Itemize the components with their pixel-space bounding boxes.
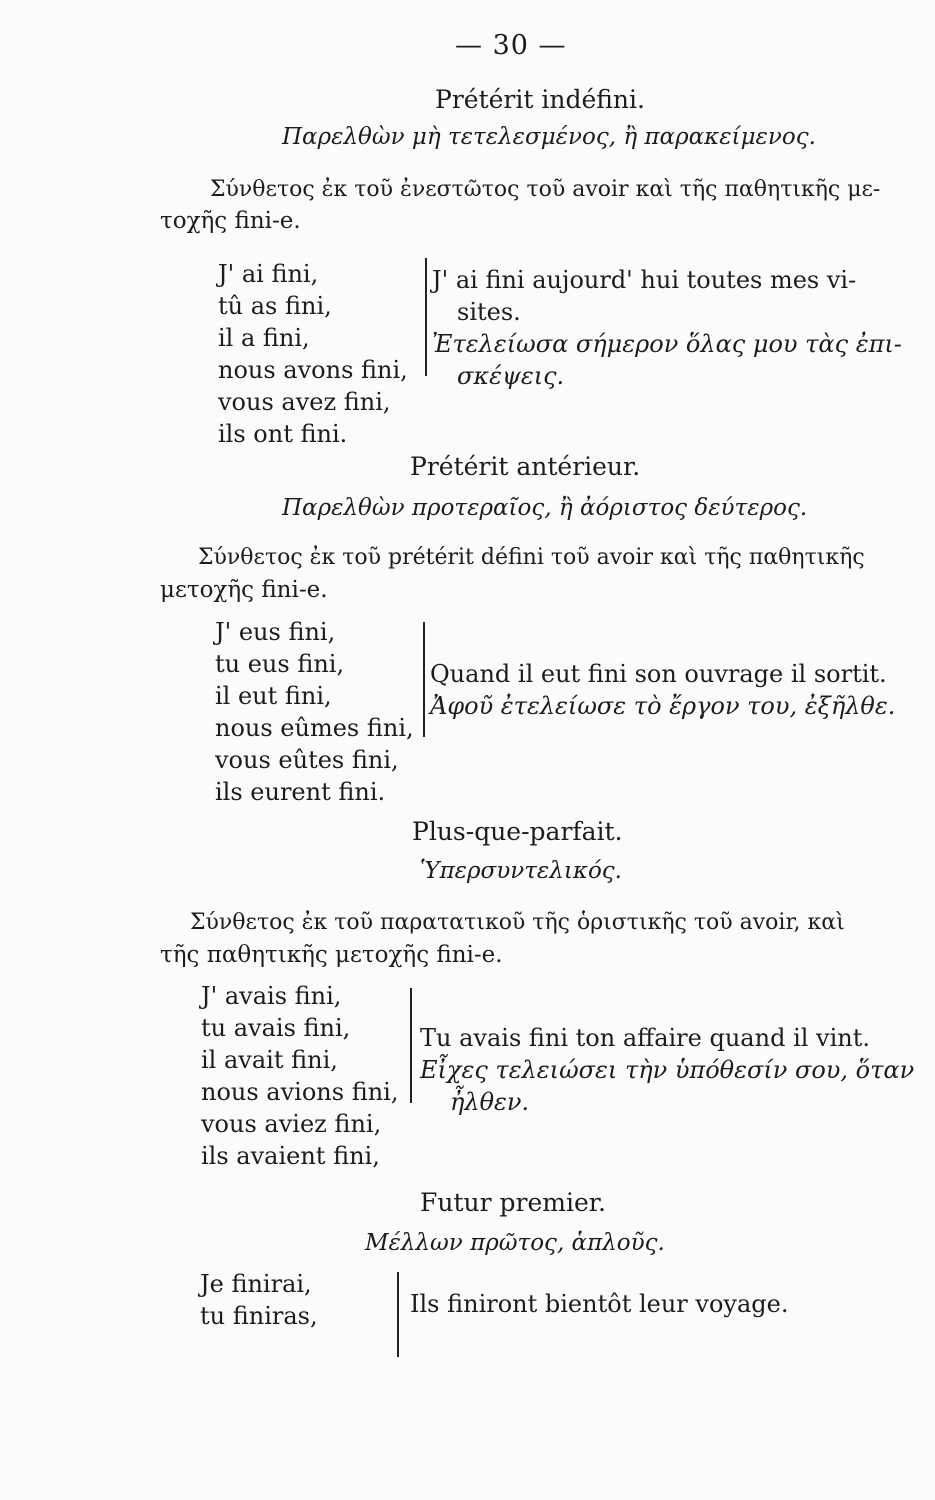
conjugation-list — [215, 616, 414, 808]
example-block — [430, 658, 895, 722]
divider-rule — [423, 622, 425, 737]
description-line: Σύνθετος ἐκ τοῦ ἐνεστῶτος τοῦ avoir καὶ τῆς παθητικῆς με- — [210, 177, 881, 202]
example-block — [432, 264, 902, 392]
conjugation-line: nous avons fini, — [218, 356, 408, 384]
example-line: σκέψεις. — [457, 362, 565, 390]
section-heading: Prétérit antérieur. — [410, 452, 641, 481]
example-line: Tu avais fini ton affaire quand il vint. — [420, 1024, 871, 1052]
example-line: Quand il eut fini son ouvrage il sortit. — [430, 660, 887, 688]
conjugation-list — [218, 258, 408, 450]
example-line: J' ai fini aujourd' hui toutes mes vi- — [432, 266, 857, 294]
conjugation-line: tu finiras, — [200, 1302, 318, 1330]
example-line: Ἐτελείωσα σήμερον ὅλας μου τὰς ἐπι- — [432, 330, 902, 358]
conjugation-line: tu avais fini, — [201, 1014, 351, 1042]
conjugation-line: il eut fini, — [215, 682, 332, 710]
example-line: Ils finiront bientôt leur voyage. — [410, 1290, 789, 1318]
divider-rule — [397, 1272, 399, 1357]
conjugation-line: ils avaient fini, — [201, 1142, 380, 1170]
description-line: τῆς παθητικῆς μετοχῆς fini-e. — [160, 942, 503, 968]
conjugation-line: tu eus fini, — [215, 650, 345, 678]
conjugation-line: J' eus fini, — [215, 618, 336, 646]
example-block — [410, 1288, 788, 1320]
greek-title: Παρελθὼν προτεραῖος, ἢ ἀόριστος δεύτερος. — [282, 495, 808, 521]
conjugation-line: Je finirai, — [200, 1270, 312, 1298]
conjugation-line: tû as fini, — [218, 292, 332, 320]
greek-title: Μέλλων πρῶτος, ἁπλοῦς. — [365, 1230, 665, 1256]
section-heading: Prétérit indéfini. — [435, 85, 645, 114]
conjugation-line: vous aviez fini, — [201, 1110, 382, 1138]
conjugation-line: nous avions fini, — [201, 1078, 399, 1106]
conjugation-line: nous eûmes fini, — [215, 714, 414, 742]
page-number: — 30 — — [455, 30, 567, 61]
conjugation-line: J' avais fini, — [201, 982, 342, 1010]
description-line: Σύνθετος ἐκ τοῦ παρατατικοῦ τῆς ὁριστικῆς τοῦ avoir, καὶ — [190, 910, 845, 935]
divider-rule — [425, 258, 427, 376]
example-line: ἦλθεν. — [450, 1088, 530, 1116]
conjugation-line: vous eûtes fini, — [215, 746, 399, 774]
section-heading: Futur premier. — [420, 1188, 606, 1217]
description-line: Σύνθετος ἐκ τοῦ prétérit défini τοῦ avoir καὶ τῆς παθητικῆς — [198, 545, 865, 570]
example-line: Ἀφοῦ ἐτελείωσε τὸ ἔργον του, ἐξῆλθε. — [430, 692, 896, 720]
description-line: μετοχῆς fini-e. — [160, 577, 328, 603]
example-line: sites. — [457, 298, 521, 326]
conjugation-line: il avait fini, — [201, 1046, 338, 1074]
conjugation-line: vous avez fini, — [218, 388, 391, 416]
example-line: Εἶχες τελειώσει τὴν ὑπόθεσίν σου, ὅταν — [420, 1056, 915, 1084]
conjugation-line: ils ont fini. — [218, 420, 348, 448]
greek-title: Ὑπερσυντελικός. — [420, 858, 622, 884]
greek-title: Παρελθὼν μὴ τετελεσμένος, ἢ παρακείμενος. — [282, 124, 816, 150]
description-line: τοχῆς fini-e. — [160, 208, 301, 234]
example-block — [420, 1022, 914, 1118]
conjugation-line: J' ai fini, — [218, 260, 319, 288]
conjugation-line: ils eurent fini. — [215, 778, 386, 806]
conjugation-list — [201, 980, 398, 1172]
divider-rule — [410, 988, 412, 1103]
conjugation-line: il a fini, — [218, 324, 310, 352]
section-heading: Plus-que-parfait. — [412, 817, 623, 846]
conjugation-list — [200, 1268, 318, 1332]
